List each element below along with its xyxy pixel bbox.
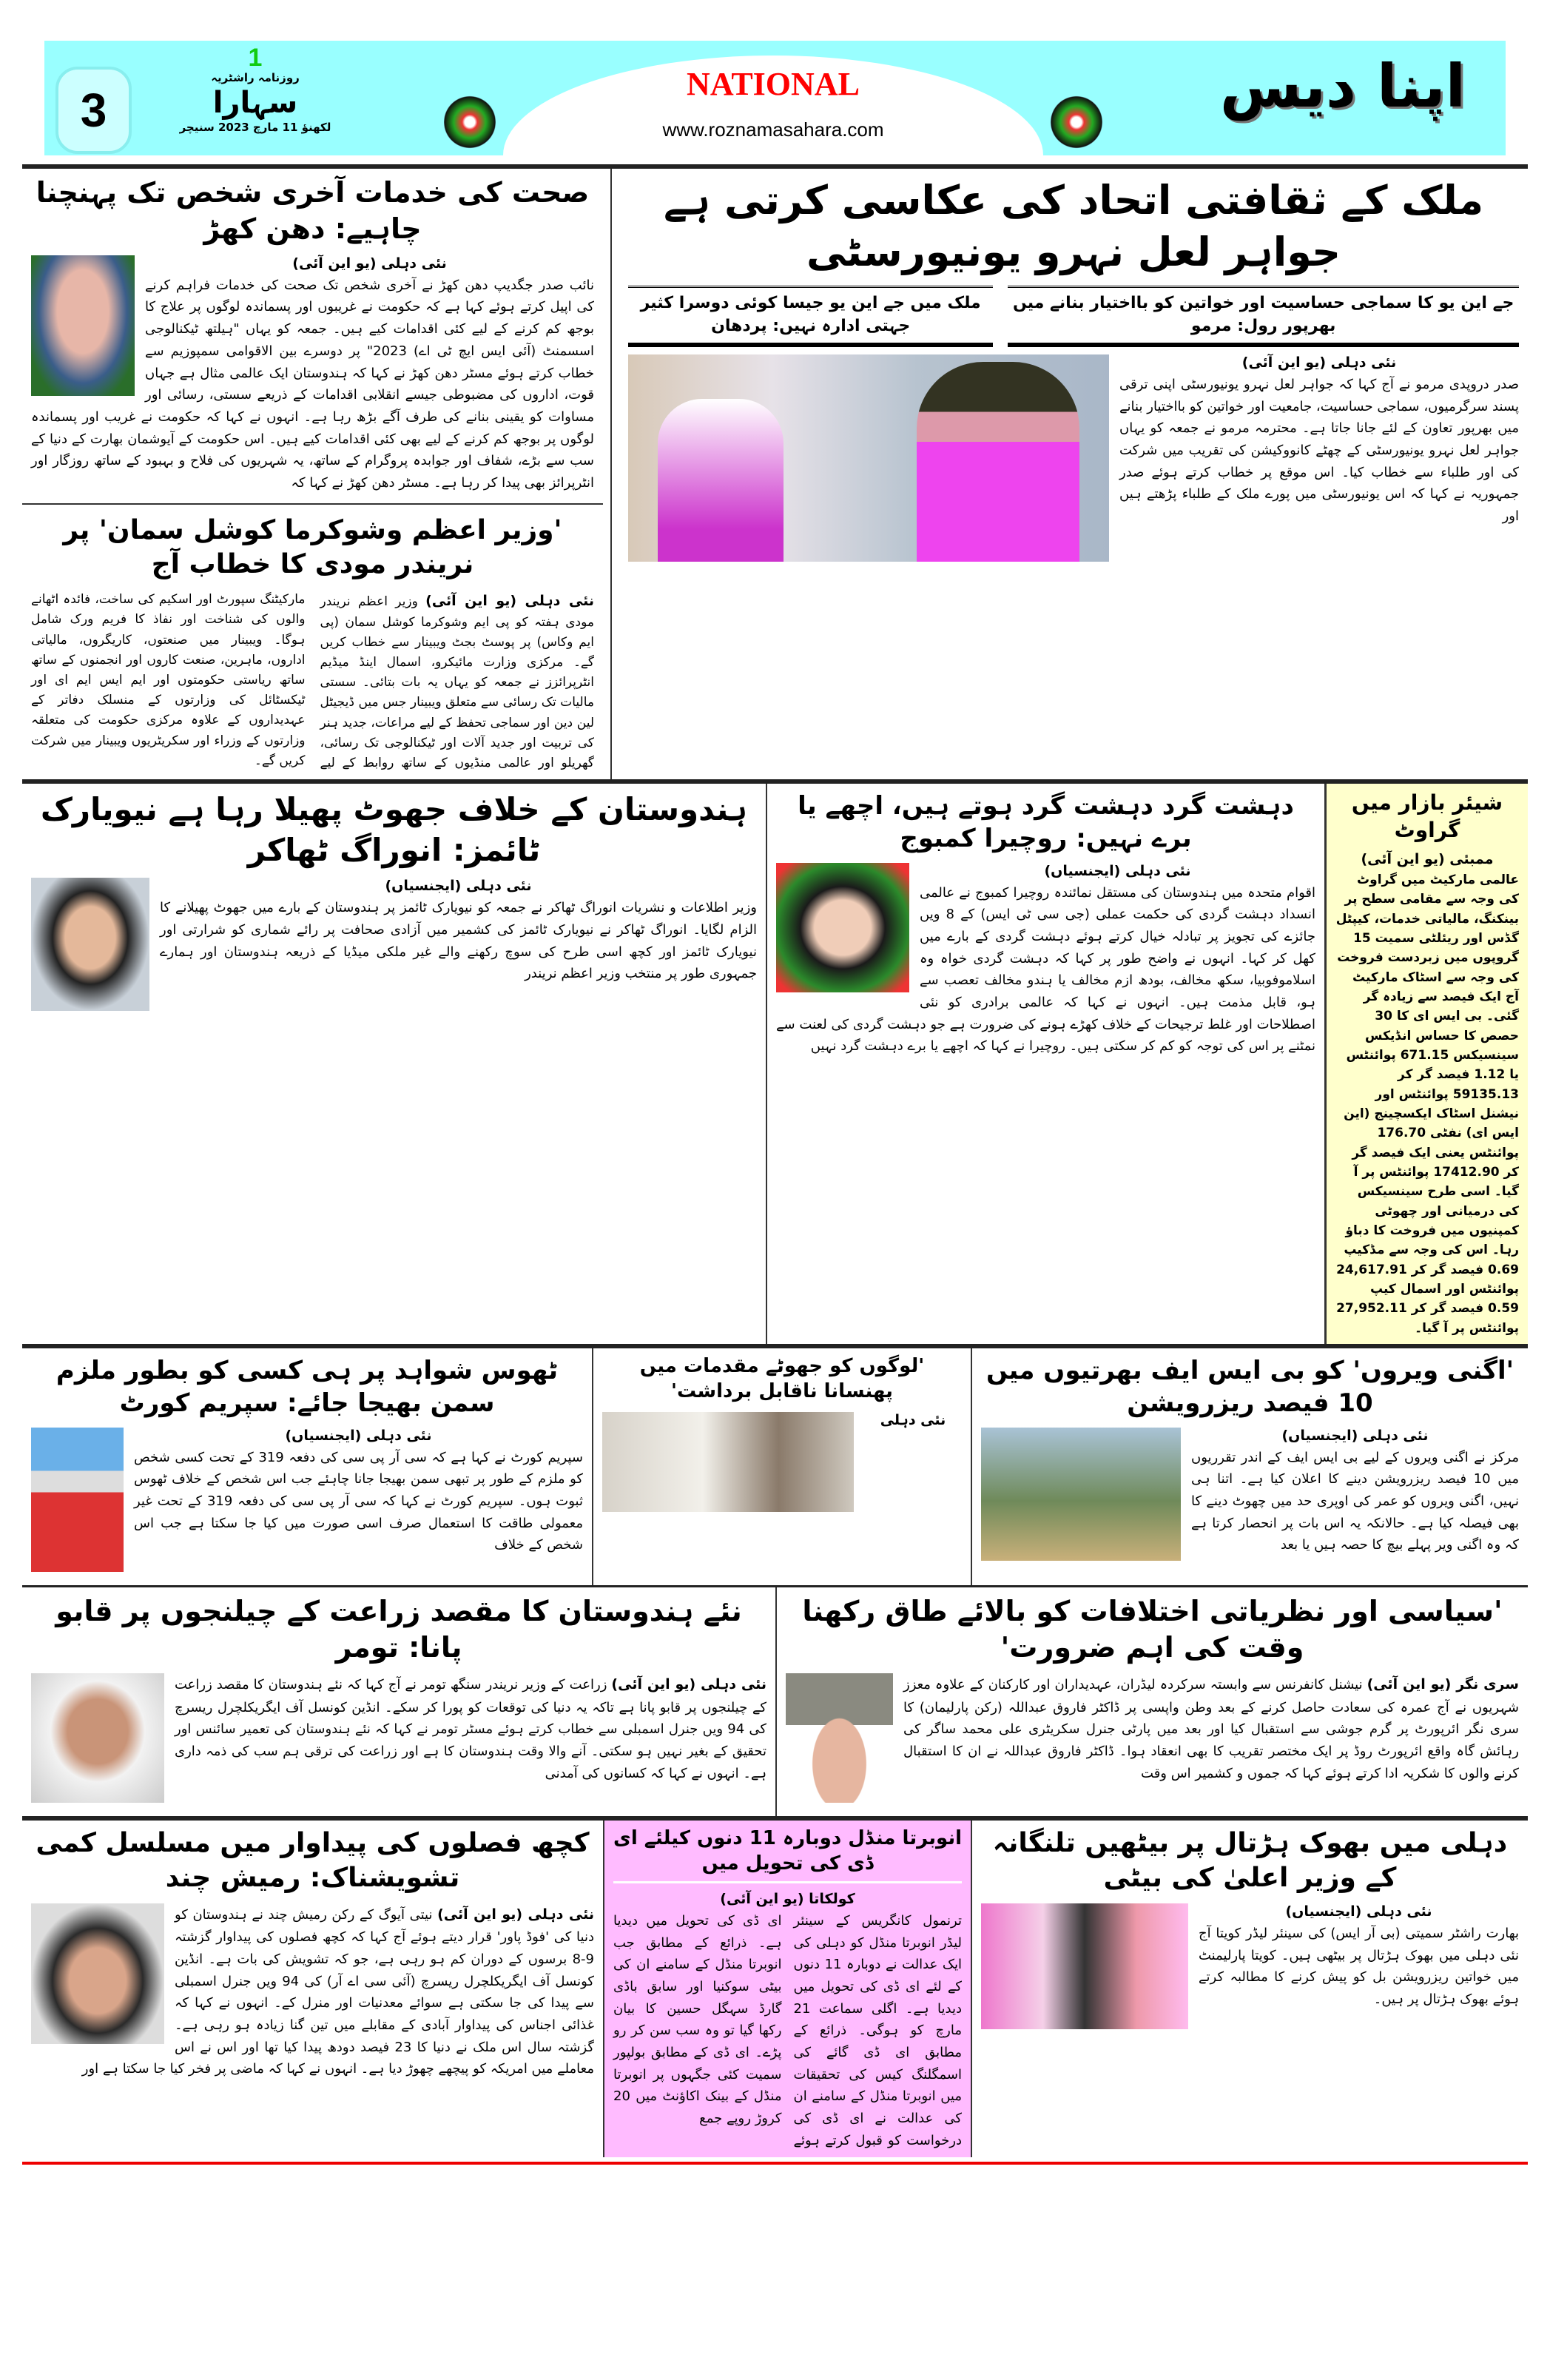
- article-body: وزیر اطلاعات و نشریات انوراگ ٹھاکر نے جمعہ کو نیویارک ٹائمز پر ہندوستان کے بارے میں جھوٹ پھیلانے کا الزام لگایا۔ انوراگ ٹھاکر نے نیویارک ٹائمز کی کشمیر میں آزادی صحافت پر رائے شماری کو شرارتی اور نیویارک ٹائمز اور کچھ اسی طرح کی سوچ رکھنے والے غیر ملکی میڈیا کے ذریعہ ہندوستان اور ہمارے جمہوری طور پر منتخب وزیر اعظم نریندر: [160, 900, 757, 982]
- headline: کچھ فصلوں کی پیداوار میں مسلسل کمی تشویشناک: رمیش چند: [36, 1828, 590, 1894]
- headline: 'لوگوں کو جھوٹے مقدمات میں پھنسانا ناقابل برداشت': [639, 1355, 925, 1402]
- article-kavitha: [972, 1821, 1528, 2157]
- article-body: نیشنل کانفرنس سے وابستہ سرکردہ لیڈران، عہدیداران اور کارکنان کے علاوہ معزز شہریوں نے آج عمرہ کی سعادت حاصل کرنے کے بعد وطن واپسی پر ڈاکٹر فاروق عبداللہ (رکن پارلیمان) کا سری نگر ائرپورٹ پر گرم جوشی سے استقبال کیا اور بعد میں پارٹی جنرل سکریٹری علی محمد ساگر کی رہائش گاہ واقع ائرپورٹ روڈ پر ایک مختصر تقریب کا بھی انعقاد ہوا۔ ڈاکٹر فاروق عبداللہ نے ان کا استقبال کرنے والوں کا شکریہ ادا کرتے ہوئے کہا کہ جموں و کشمیر اس وقت: [903, 1677, 1519, 1781]
- article-body: بھارت راشٹر سمیتی (بی آر ایس) کی سینئر لیڈر کویتا آج نئی دہلی میں بھوک ہڑتال پر بیٹھی ہیں۔ کویتا پارلیمنٹ میں خواتین ریزرویشن بل کو پیش کرنے کا مطالبہ کرتے ہوئے بھوک ہڑتال پر ہیں۔: [1199, 1925, 1519, 2007]
- article-dhankhar: [22, 169, 603, 500]
- row-5: [22, 1821, 1528, 2157]
- photo-dhankhar: [31, 255, 135, 396]
- article-anurag: [22, 784, 766, 1344]
- dateline: نئی دہلی (یو این آئی): [611, 1676, 766, 1693]
- article-tomar: [22, 1587, 775, 1817]
- headline: ملک کے ثقافتی اتحاد کی عکاسی کرتی ہے جواہر لعل نہرو یونیورسٹی: [663, 177, 1484, 276]
- article-modi: [22, 508, 603, 779]
- newspaper-logo: [148, 44, 363, 152]
- article-farooq: [777, 1587, 1528, 1817]
- headline: ہندوستان کے خلاف جھوٹ پھیلا رہا ہے نیویارک ٹائمز: انوراگ ٹھاکر: [40, 791, 748, 868]
- article-body: مرکز نے اگنی ویروں کے لیے بی ایس ایف کے اندر تقرریوں میں 10 فیصد ریزرویشن دینے کا اعلان کیا ہے۔ اتنا ہی نہیں، اگنی ویروں کو عمر کی اوپری حد میں چھوٹ دینے کا بھی فیصلہ کیا ہے۔ حالانکہ یہ اس بات پر انحصار کرتا ہے کہ وہ اگنی ویر پہلے بیچ کا حصہ ہیں یا بعد: [1191, 1449, 1519, 1553]
- logo-name: سہارا: [212, 86, 298, 120]
- left-column: [22, 169, 603, 779]
- row-4: [22, 1587, 1528, 1817]
- bottom-rule: [22, 2162, 1528, 2165]
- article-body: زراعت کے وزیر نریندر سنگھ تومر نے آج کہا کہ نئے ہندوستان کا مقصد زراعت کے چیلنجوں پر قابو پانا ہے تاکہ یہ دنیا کی توقعات کو پورا کر سکے۔ انڈین کونسل آف ایگریکلچرل ریسرچ کی 94 ویں جنرل اسمبلی سے خطاب کرتے ہوئے مسٹر تومر نے کہا کہ نئے ہندوستان کی تعمیر سائنس اور تحقیق کے بغیر نہیں ہو سکتی۔ آنے والا وقت ہندوستان کا ہے اور زراعت کی ترقی ہم سب کی ذمہ داری ہے۔ انہوں نے کہا کہ کسانوں کی آمدنی: [175, 1677, 766, 1781]
- section-title: NATIONAL: [687, 66, 860, 102]
- photo-narendra-tomar: [31, 1673, 164, 1803]
- article-supreme-court: [22, 1348, 592, 1584]
- headline: ٹھوس شواہد پر ہی کسی کو بطور ملزم سمن بھیجا جائے: سپریم کورٹ: [55, 1356, 559, 1419]
- dateline: نئی دہلی: [880, 1411, 946, 1428]
- photo-supreme-court: [31, 1428, 124, 1572]
- article-body: اقوام متحدہ میں ہندوستان کی مستقل نمائندہ روچیرا کمبوج نے عالمی انسداد دہشت گردی کی حکمت عملی (جی سی ٹی ایس) کے 8 ویں جائزے کی تجویز پر تبادلہ خیال کرتے ہوئے دہشت گردی کے بارے میں کھل کر کہا۔ انہوں نے واضح طور پر کہا کہ دہشت گردی خواہ وہ اسلاموفوبیا، سکھ مخالف، بودھ ازم مخالف یا ہندو مخالف تعصب سے ہو، قابل مذمت ہیں۔ انہوں نے کہا کہ عالمی برادری کو نئی اصطلاحات اور غلط ترجیحات کے خلاف کھڑے ہونے کی ضرورت ہے جو دہشت گردی کی لعنت سے نمٹنے پر اس کی توجہ کو کم کر سکتی ہیں۔ روچیرا نے کہا کہ اچھے یا برے دہشت گرد نہیں: [776, 884, 1315, 1055]
- article-body: سپریم کورٹ نے کہا ہے کہ سی آر پی سی کی دفعہ 319 کے تحت کسی شخص کو ملزم کے طور پر تبھی سمن بھیجا جانا چاہئے جب اس شخص کے خلاف ٹھوس ثبوت ہوں۔ سپریم کورٹ نے کہا کہ سی آر پی سی کی دفعہ 319 کے تحت غیر معمولی طاقت کا استعمال صرف اسی صورت میں کیا جا سکتا ہے جب اس شخص کے خلاف: [134, 1449, 583, 1553]
- divider: [22, 503, 603, 505]
- article-anubrata: [604, 1821, 971, 2157]
- photo-ruchira-kamboj: [776, 863, 909, 992]
- headline: نئے ہندوستان کا مقصد زراعت کے چیلنجوں پر قابو پانا: تومر: [55, 1594, 742, 1664]
- photo-hunger-strike: [981, 1903, 1188, 2029]
- logo-number: 1: [248, 44, 263, 72]
- photo-soldiers: [981, 1428, 1181, 1561]
- website-url[interactable]: www.roznamasahara.com: [662, 118, 884, 141]
- article-jnu: [619, 169, 1528, 779]
- article-body: ترنمول کانگریس کے سینئر لیڈر انوبرتا منڈل کو دہلی کی ایک عدالت نے دوبارہ 11 دنوں کے لئے ای ڈی کی تحویل میں دیدیا ہے۔ اگلی سماعت 21 مارچ کو ہوگی۔ ذرائع کے مطابق ای ڈی گائے کی اسمگلنگ کیس کی تحقیقات میں انوبرتا منڈل کے سامنے ان کی عدالت نے ای ڈی کی درخواست کو قبول کرتے ہوئے ای ڈی کی تحویل میں دیدیا ہے۔ ذرائع کے مطابق جب انوبرتا منڈل کے سامنے ان کی بیٹی سوکنیا اور سابق باڈی گارڈ سہگل حسین کا بیان رکھا گیا تو وہ سب سن کر رو پڑے۔ ای ڈی کے مطابق بولپور سمیت کئی جگہوں پر انوبرتا منڈل کے بینک اکاؤنٹ میں 20 کروڑ روپے جمع: [613, 1912, 962, 2148]
- dateline: ممبئی (یو این آئی): [1361, 850, 1494, 867]
- article-body: نائب صدر جگدیپ دھن کھڑ نے آخری شخص تک صحت کی خدمات فراہم کرنے کی اپیل کرتے ہوئے کہا ہے کہ حکومت نے غریبوں اور پسماندہ لوگوں پر علاج کا بوجھ کم کرنے کے لیے کئی اقدامات کیے ہیں۔ جمعہ کو یہاں "ہیلتھ ٹیکنالوجی اسسمنٹ (آئی ایس ایچ ٹی اے) 2023" پر دوسرے بین الاقوامی سمپوزیم سے خطاب کرتے ہوئے مسٹر دھن کھڑ نے کہا کہ ہندوستان ایک عالمی مثال ہے جہاں قوت، اداروں کی مضبوطی جیسے انقلابی اقدامات کے ذریعے سستی، رسائی اور مساوات کو یقینی بنانے کی طرف آگے بڑھ رہا ہے۔ انہوں نے کہا کہ حکومت نے غریب اور پسماندہ لوگوں پر بوجھ کم کرنے کے لیے بھی کئی اقدامات کیے ہیں۔ اس حکومت کے آیوشمان بھارت کے دنیا کے سب سے بڑے، شفاف اور جوابدہ پروگرام کے ساتھ، یہ شہریوں کی فلاح و بہبود کے ساتھ روزگار اور انٹرپرائز بھی پیدا کر رہا ہے۔ مسٹر دھن کھڑ نے کہا کہ: [31, 277, 594, 491]
- headline: دہلی میں بھوک ہڑتال پر بیٹھیں تلنگانہ کے وزیر اعلیٰ کی بیٹی: [992, 1828, 1508, 1894]
- dateline: نئی دہلی (یو این آئی): [292, 255, 447, 272]
- subheadline: جے این یو کا سماجی حساسیت اور خواتین کو بااختیار بنانے میں بھرپور رول: مرمو: [1008, 286, 1519, 347]
- article-body: صدر دروپدی مرمو نے آج کہا کہ جواہر لعل نہرو یونیورسٹی اپنی ترقی پسند سرگرمیوں، سماجی حساسیت، جامعیت اور خواتین کو بااختیار بنانے میں بھرپور تعاون کے لئے جانا جاتا ہے۔ محترمہ مرمو نے جمعہ کو یہاں جواہر لعل نہرو یونیورسٹی کے چھٹے کانووکیشن کی تقریب میں شرکت کی اور طلباء سے خطاب کیا۔ اس موقع پر خطاب کرتے ہوئے صدر جمہوریہ نے کہا کہ اس یونیورسٹی میں پورے ملک کے طلباء پڑھتے ہیں اور: [1119, 376, 1519, 525]
- page-masthead: اپنا دیس: [1219, 52, 1466, 121]
- photo-farooq-abdullah: [786, 1673, 893, 1803]
- dateline: نئی دہلی (یو این آئی): [437, 1906, 594, 1923]
- article-body: نیتی آیوگ کے رکن رمیش چند نے ہندوستان کو دنیا کی 'فوڈ پاور' قرار دیتے ہوئے آج کہا کہ کچھ فصلوں کی پیداوار گزشتہ 9-8 برسوں کے دوران کم ہو رہی ہے، جو کہ تشویش کی بات ہے۔ انڈین کونسل آف ایگریکلچرل ریسرچ (آئی سی اے آر) کی 94 ویں جنرل اسمبلی سے پیدا کی جا سکتی ہے سوائے معدنیات اور منرل کے۔ انہوں نے کہا کہ غذائی اجناس کی پیداوار آبادی کے مقابلے میں تین گنا زیادہ ہو رہی ہے۔ گزشتہ سال اس ملک نے دنیا کا 23 فیصد دودھ پیدا کیا تھا اور اس نے اس معاملے میں امریکہ کو پیچھے چھوڑ دیا ہے۔ انہوں نے کہا کہ ماضی پر فخر کیا جا سکتا ہے اور: [81, 1906, 594, 2077]
- dateline: نئی دہلی (ایجنسیاں): [1285, 1903, 1432, 1920]
- logo-tagline: روزنامہ راشٹریہ: [211, 71, 300, 84]
- headline: انوبرتا منڈل دوبارہ 11 دنوں کیلئے ای ڈی کی تحویل میں: [613, 1826, 962, 1883]
- headline: 'وزیر اعظم وشوکرما کوشل سمان' پر نریندر مودی کا خطاب آج: [63, 514, 562, 580]
- dateline: سری نگر (یو این آئی): [1367, 1676, 1519, 1693]
- article-terror: [767, 784, 1324, 1344]
- row-2: [22, 784, 1528, 1344]
- article-bsf: [972, 1348, 1528, 1584]
- headline: صحت کی خدمات آخری شخص تک پہنچنا چاہیے: دھن کھڑ: [36, 176, 590, 246]
- photo-president-murmu: [628, 354, 1109, 562]
- row-3: [22, 1348, 1528, 1584]
- page-number: 3: [55, 67, 132, 154]
- headline: 'اگنی ویروں' کو بی ایس ایف بھرتیوں میں 10 فیصد ریزرویشن: [985, 1356, 1514, 1419]
- dateline: نئی دہلی (ایجنسیاں): [1281, 1427, 1429, 1444]
- article-body: عالمی مارکیٹ میں گراوٹ کی وجہ سے مقامی سطح پر بینکنگ، مالیاتی خدمات، کیپٹل گڈس اور ریئلٹی سمیت 15 گروپوں میں زبردست فروخت کی وجہ سے اسٹاک مارکیٹ آج ایک فیصد سے زیادہ گر گئی۔ بی ایس ای کا 30 حصص کا حساس انڈیکس سینسیکس 671.15 پوائنٹس یا 1.12 فیصد گر کر 59135.13 پوائنٹس اور نیشنل اسٹاک ایکسچینج (این ایس ای) نفٹی 176.70 پوائنٹس یعنی ایک فیصد گر کر 17412.90 پوائنٹس پر آ گیا۔ اسی طرح سینسیکس کی درمیانی اور چھوٹی کمپنیوں میں فروخت کا دباؤ رہا۔ اس کی وجہ سے مڈکیپ 0.69 فیصد گر کر 24,617.91 پوائنٹس اور اسمال کیپ 0.59 فیصد گر کر 27,952.11 پوائنٹس پر آ گیا۔: [1335, 872, 1519, 1336]
- article-ramesh-chand: [22, 1821, 603, 2157]
- issue-date: لکھنؤ 11 مارچ 2023 سنیچر: [179, 121, 331, 134]
- dateline: نئی دہلی (یو این آئی): [425, 593, 595, 610]
- dateline: نئی دہلی (ایجنسیاں): [1044, 862, 1191, 879]
- headline: شیئر بازار میں گراوٹ: [1351, 790, 1503, 842]
- subheadline: ملک میں جے این یو جیسا کوئی دوسرا کثیر جہتی ادارہ نہیں: پردھان: [628, 286, 993, 347]
- photo-anurag-thakur: [31, 878, 149, 1011]
- dateline: نئی دہلی (ایجنسیاں): [285, 1427, 432, 1444]
- sunburst-icon: [1051, 89, 1102, 155]
- article-body: وزیر اعظم نریندر مودی ہفتہ کو پی ایم وشوکرما کوشل سمان (پی ایم وکاس) پر پوسٹ بجٹ ویبینار سے خطاب کریں گے۔ مرکزی وزارت مائیکرو، اسمال اینڈ میڈیم انٹرپرائزز نے جمعہ کو یہاں یہ بات بتائی۔ سستی مالیات تک رسائی سے متعلق ویبینار جس میں ڈیجیٹل لین دین اور سماجی تحفظ کے لیے مراعات، جدید ہنر کی تربیت اور جدید آلات اور ٹیکنالوجی تک رسائی، گھریلو اور عالمی منڈیوں کے ساتھ روابط کے لیے مارکیٹنگ سپورٹ اور اسکیم کی ساخت، فائدہ اٹھانے والوں کی شناخت اور نفاذ کا فریم ورک شامل ہوگا۔ ویبینار میں صنعتوں، کاریگروں، مالیاتی اداروں، ماہرین، صنعت کاروں اور انجمنوں کے ساتھ ساتھ ریاستی حکومتوں اور ایم ایس ایم ای اور ٹیکسٹائل کی وزارتوں کے منسلک دفاتر کے عہدیداروں کے علاوہ مرکزی حکومت کی متعلقہ وزارتوں کے وزراء اور سکریٹریوں ویبینار میں شرکت کریں گے۔: [31, 592, 594, 770]
- article-false-cases: [593, 1348, 971, 1584]
- page-header: [0, 0, 1550, 164]
- dateline: نئی دہلی (یو این آئی): [1241, 354, 1397, 371]
- sunburst-icon: [444, 89, 496, 155]
- photo-meeting: [602, 1412, 854, 1512]
- article-share-market: [1324, 784, 1528, 1344]
- dateline: کولکاتا (یو این آئی): [720, 1890, 855, 1907]
- dateline: نئی دہلی (ایجنسیاں): [385, 878, 532, 895]
- headline: 'سیاسی اور نظریاتی اختلافات کو بالائے طاق رکھنا وقت کی اہم ضرورت': [802, 1594, 1503, 1664]
- photo-ramesh-chand: [31, 1903, 164, 2044]
- divider: [610, 169, 612, 779]
- row-1: [22, 169, 1528, 779]
- headline: دہشت گرد دہشت گرد ہوتے ہیں، اچھے یا برے نہیں: روچیرا کمبوج: [798, 791, 1294, 854]
